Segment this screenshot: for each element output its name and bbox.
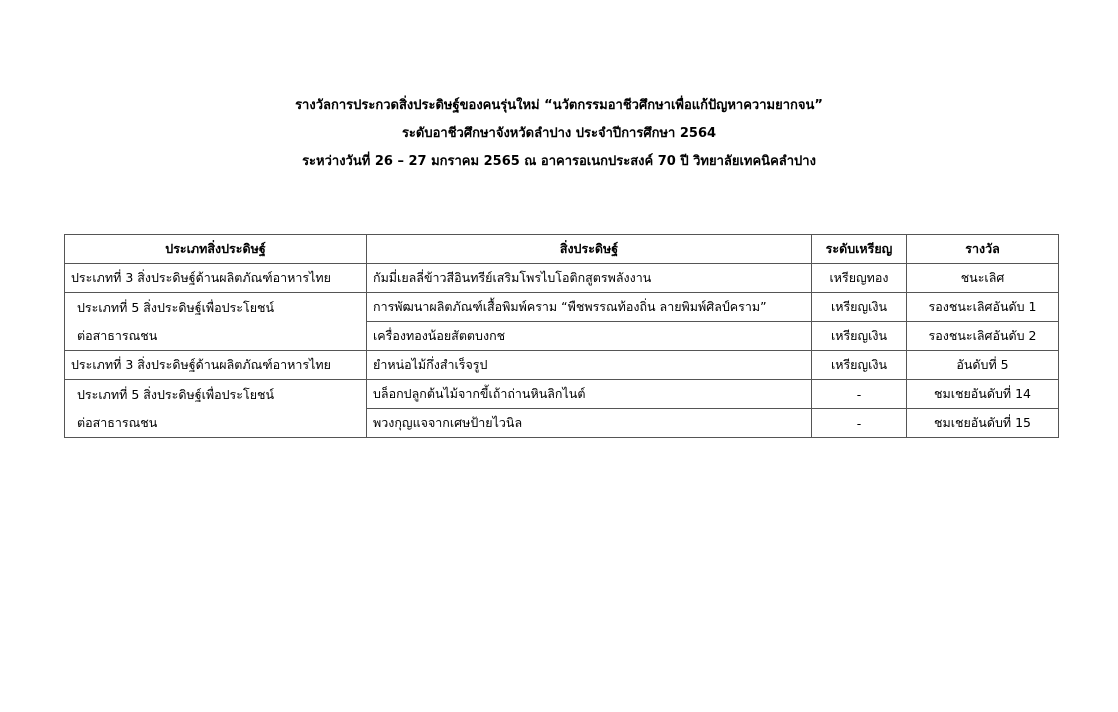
award-cell: รองชนะเลิศอันดับ 1 <box>907 293 1059 322</box>
table-header-row <box>65 235 1059 264</box>
award-cell: อันดับที่ 5 <box>907 351 1059 380</box>
table-row <box>65 264 1059 293</box>
award-cell: รองชนะเลิศอันดับ 2 <box>907 322 1059 351</box>
header-medal: ระดับเหรียญ <box>812 235 907 264</box>
table-row <box>65 380 1059 409</box>
award-cell: ชมเชยอันดับที่ 14 <box>907 380 1059 409</box>
document-subtitle: ระดับอาชีวศึกษาจังหวัดลำปาง ประจำปีการศึกษา 2564 <box>401 126 717 141</box>
medal-cell: เหรียญเงิน <box>812 351 907 380</box>
medal-cell: เหรียญเงิน <box>812 322 907 351</box>
medal-cell: เหรียญทอง <box>812 264 907 293</box>
table-row <box>65 293 1059 322</box>
invention-cell: การพัฒนาผลิตภัณฑ์เสื้อพิมพ์คราม “พืชพรรณท้องถิ่น ลายพิมพ์ศิลป์คราม” <box>367 293 812 322</box>
medal-cell: - <box>812 409 907 438</box>
category-line-2: ต่อสาธารณชน <box>77 327 158 343</box>
medal-cell: - <box>812 380 907 409</box>
award-cell: ชนะเลิศ <box>907 264 1059 293</box>
document-header <box>0 92 1118 176</box>
category-cell: ประเภทที่ 3 สิ่งประดิษฐ์ด้านผลิตภัณฑ์อาหารไทย <box>65 264 367 293</box>
header-category: ประเภทสิ่งประดิษฐ์ <box>65 235 367 264</box>
invention-cell: ยำหน่อไม้กึ่งสำเร็จรูป <box>367 351 812 380</box>
award-cell: ชมเชยอันดับที่ 15 <box>907 409 1059 438</box>
invention-cell: บล็อกปลูกต้นไม้จากขี้เถ้าถ่านหินลิกไนต์ <box>367 380 812 409</box>
category-line-1: ประเภทที่ 5 สิ่งประดิษฐ์เพื่อประโยชน์ <box>77 299 275 315</box>
invention-cell: พวงกุญแจจากเศษป้ายไวนิล <box>367 409 812 438</box>
category-line-2: ต่อสาธารณชน <box>77 414 158 430</box>
category-cell <box>65 293 367 351</box>
invention-cell: กัมมี่เยลลี่ข้าวสีอินทรีย์เสริมโพรไบโอติกสูตรพลังงาน <box>367 264 812 293</box>
invention-cell: เครื่องทองน้อยสัตตบงกช <box>367 322 812 351</box>
medal-cell: เหรียญเงิน <box>812 293 907 322</box>
table-row <box>65 351 1059 380</box>
awards-table <box>64 234 1059 438</box>
header-award: รางวัล <box>907 235 1059 264</box>
event-date-location: ระหว่างวันที่ 26 – 27 มกราคม 2565 ณ อาคารอเนกประสงค์ 70 ปี วิทยาลัยเทคนิคลำปาง <box>302 154 816 169</box>
header-invention: สิ่งประดิษฐ์ <box>367 235 812 264</box>
document-title: รางวัลการประกวดสิ่งประดิษฐ์ของคนรุ่นใหม่ “นวัตกรรมอาชีวศึกษาเพื่อแก้ปัญหาความยากจน” <box>295 98 823 113</box>
category-line-1: ประเภทที่ 5 สิ่งประดิษฐ์เพื่อประโยชน์ <box>77 386 275 402</box>
category-cell: ประเภทที่ 3 สิ่งประดิษฐ์ด้านผลิตภัณฑ์อาหารไทย <box>65 351 367 380</box>
category-cell <box>65 380 367 438</box>
